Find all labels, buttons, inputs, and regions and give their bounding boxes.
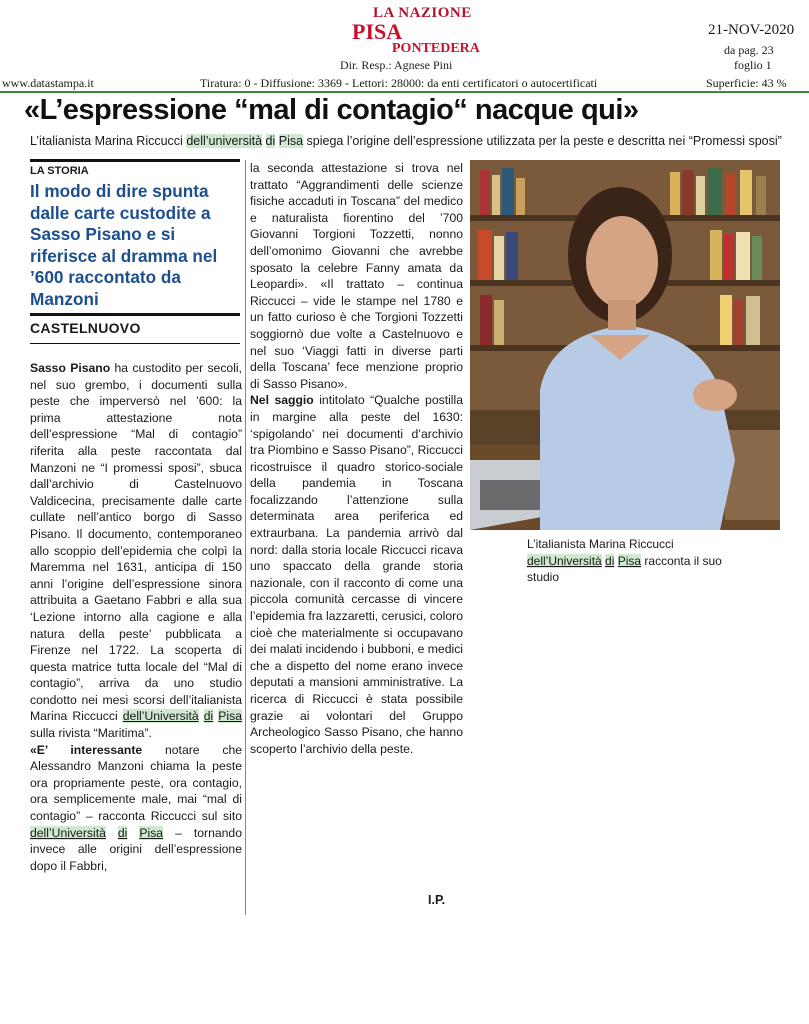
photo-illustration: [470, 160, 780, 530]
header-divider: [0, 91, 809, 93]
section-label: LA STORIA: [30, 165, 89, 177]
location-underline: [30, 343, 240, 344]
paragraph: Sasso Pisano ha custodito per secoli, nel suo grembo, i documenti sulla peste che imperversò nel ’600: la prima attestazione nota dell’espressione “Mal di contagio” riferita alla peste raccontata dal Manzoni ne “I promessi sposi”, sbuca dall’archivio di Castelnuovo Valdicecina, precisamente dalle carte cullate nell’antico borgo di Sasso Pisano. Il documento, contemporaneo allo scoppio dell’epidemia che colpì la Maremma nel 1631, anticipa di 150 anni l’origine dell’espressione sinora attribuita a Gaetano Fabbri e alla sua ‘Lezione intorno alla cagione e alla natura della peste’ pubblicata a Firenze nel 1722. La scoperta di questa matrice tutta locale del “Mal di contagio”, arriva da uno studio condotto nei mesi scorsi dell’italianista Marina Riccucci dell’Università di Pisa sulla rivista “Maritima”.: [30, 361, 243, 741]
section-rule: [30, 159, 240, 162]
kicker: Il modo di dire spunta dalle carte custodite a Sasso Pisano e si riferisce al dramma nel ’600 raccontato da Manzoni: [30, 181, 218, 309]
location-rule: [30, 313, 240, 316]
headline: «L’espressione “mal di contagio“ nacque qui»: [24, 94, 639, 126]
sheet-number: foglio 1: [734, 58, 772, 72]
logo-top: LA NAZIONE: [373, 5, 472, 21]
paragraph: «E’ interessante notare che Alessandro Manzoni chiama la peste ora propriamente peste, ora contagio, ora semplicemente male, mai “mal di contagio” – racconta Riccucci sul sito dell’Università di Pisa – tornando invece alle origini dell’espressione dopo il Fabbri,: [30, 742, 242, 873]
article-photo: [470, 160, 780, 530]
logo-main: PISA: [352, 19, 403, 44]
dateline-location: CASTELNUOVO: [30, 320, 141, 336]
subheadline: L’italianista Marina Riccucci dell’università di Pisa spiega l’origine dell’espressione utilizzata per la peste e descritta nei “Promessi sposi”: [30, 134, 782, 148]
director: Dir. Resp.: Agnese Pini: [340, 58, 453, 72]
author-signature: I.P.: [428, 893, 446, 907]
logo-sub: PONTEDERA: [392, 41, 480, 56]
date: 21-NOV-2020: [708, 22, 795, 38]
page-number: da pag. 23: [724, 43, 774, 57]
column-divider: [245, 160, 246, 915]
paragraph: Nel saggio intitolato “Qualche postilla in margine alla peste del 1630: ‘spigolando’ nei documenti d’archivio tra Piombino e Sasso Pisano”, Riccucci ricostruisce il quadro storico-sociale della pandemia in Toscana focalizzando l’attenzione sulla determinata area periferica ed extraurbana. La pandemia arrivò dal nord: dalla storia locale Riccucci ricava uno spaccato della grande storia nazionale, con il racconto di come una piccola comunità cercasse di vincere l’epidemia fra lazzaretti, cerusici, coloro cioè che materialmente si occupavano dei malati incidendo i bubboni, e medici che a dispetto del nome erano invece deputati a mansioni amministrative. La ricerca di Riccucci è stata possibile grazie ai volontari del Gruppo Archeologico Sasso Pisano, che hanno scoperto l’archivio della peste.: [250, 393, 463, 756]
article-column-1: [30, 360, 242, 874]
paragraph: la seconda attestazione si trova nel trattato “Aggrandimenti delle scienze fisiche accaduti in Toscana” del medico e naturalista fiorentino del ’700 Giovanni Torgioni Tozzetti, nonno dell’omonimo Giovanni che avrebbe sposato la celebre Fanny amata da Leopardi». «Il trattato – continua Riccucci – vide le stampe nel 1780 e un fatto curioso è che Torgioni Tozzetti soggiornò due volte a Castelnuovo e nel suo ‘Viaggi fatti in diverse parti della Toscana’ fece menzione proprio di Sasso Pisano».: [250, 161, 463, 391]
source-site: www.datastampa.it: [2, 76, 94, 90]
article-column-2: [250, 160, 463, 757]
circulation-stats: Tiratura: 0 - Diffusione: 3369 - Lettori: 28000: da enti certificatori o autocertificati: [200, 76, 598, 90]
surface-percent: Superficie: 43 %: [706, 76, 787, 90]
photo-caption: L’italianista Marina Riccucci dell’Università di Pisa racconta il suo studio: [527, 537, 722, 584]
